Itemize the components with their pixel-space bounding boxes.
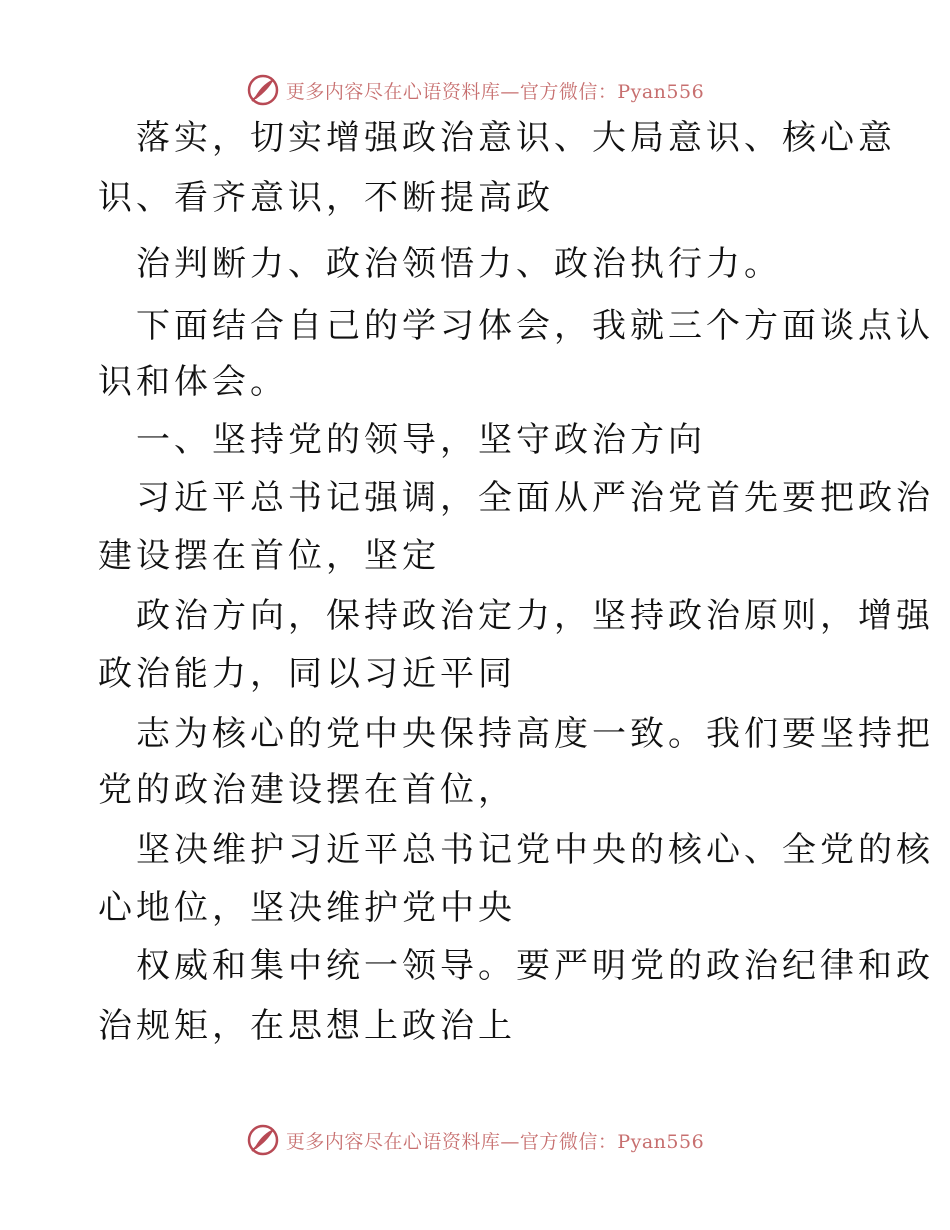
paragraph-line: 治判断力、政治领悟力、政治执行力。 <box>136 244 782 284</box>
paragraph-line: 下面结合自己的学习体会，我就三个方面谈点认 <box>136 306 934 346</box>
watermark-text: 更多内容尽在心语资料库—官方微信：Pyan556 <box>285 80 705 103</box>
quill-logo-icon <box>246 73 280 107</box>
paragraph-line: 习近平总书记强调，全面从严治党首先要把政治 <box>136 478 934 518</box>
quill-logo-icon <box>246 1123 280 1157</box>
paragraph-line: 党的政治建设摆在首位， <box>98 770 516 810</box>
section-heading: 一、坚持党的领导，坚守政治方向 <box>136 420 706 460</box>
watermark-text: 更多内容尽在心语资料库—官方微信：Pyan556 <box>285 1130 705 1153</box>
paragraph-line: 落实，切实增强政治意识、大局意识、核心意 <box>136 118 896 158</box>
paragraph-line: 治规矩，在思想上政治上 <box>98 1006 516 1046</box>
paragraph-line: 识和体会。 <box>98 362 288 402</box>
header-watermark <box>0 70 950 110</box>
paragraph-line: 政治方向，保持政治定力，坚持政治原则，增强 <box>136 596 934 636</box>
paragraph-line: 坚决维护习近平总书记党中央的核心、全党的核 <box>136 830 934 870</box>
paragraph-line: 建设摆在首位，坚定 <box>98 536 440 576</box>
paragraph-line: 权威和集中统一领导。要严明党的政治纪律和政 <box>136 946 934 986</box>
footer-watermark <box>0 1120 950 1160</box>
paragraph-line: 心地位，坚决维护党中央 <box>98 888 516 928</box>
paragraph-line: 志为核心的党中央保持高度一致。我们要坚持把 <box>136 714 934 754</box>
paragraph-line: 识、看齐意识，不断提高政 <box>98 178 554 218</box>
paragraph-line: 政治能力，同以习近平同 <box>98 654 516 694</box>
